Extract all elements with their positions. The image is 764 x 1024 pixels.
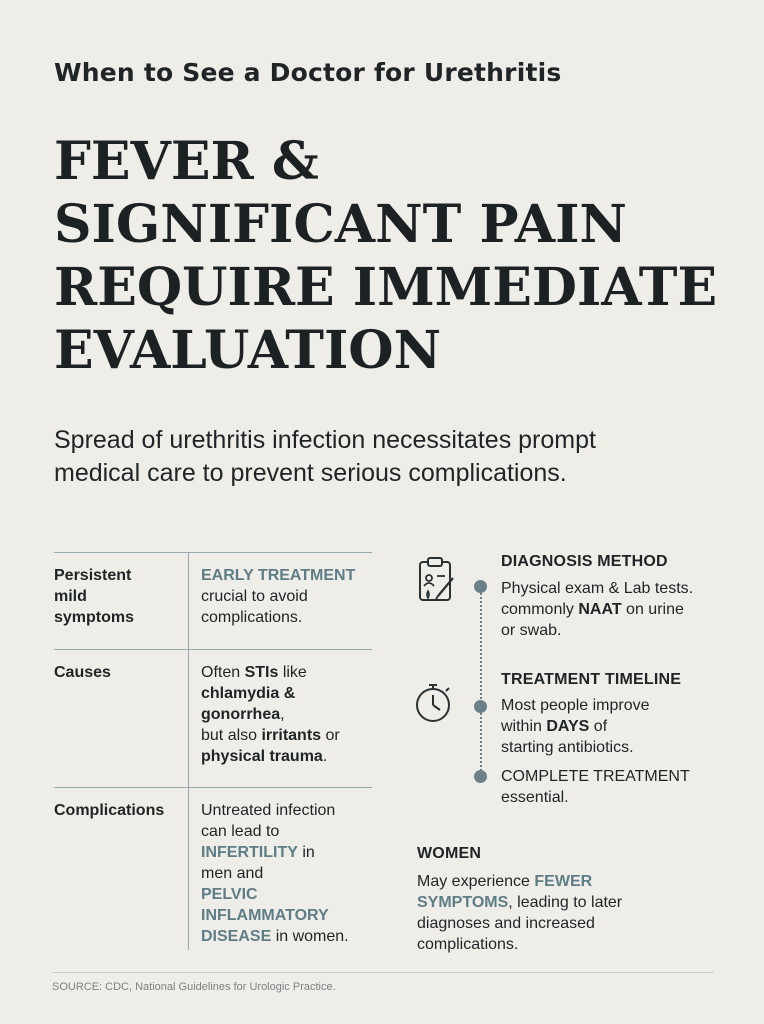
headline xyxy=(54,130,744,382)
table-row xyxy=(54,650,372,788)
highlight-text: FEWER xyxy=(534,873,593,890)
info-table xyxy=(54,552,372,950)
text-span: like xyxy=(278,664,307,681)
row-label-line: Complications xyxy=(54,802,165,819)
row-label-line: symptoms xyxy=(54,609,135,626)
table-row xyxy=(54,788,372,950)
subtitle xyxy=(54,424,714,490)
row-value-line: can lead to xyxy=(201,823,280,840)
footer-divider xyxy=(52,972,714,973)
diagnosis-section xyxy=(501,553,751,641)
highlight-text: SYMPTOMS xyxy=(417,894,509,911)
diagnosis-title: DIAGNOSIS METHOD xyxy=(501,553,668,570)
row-value-line: crucial to avoid xyxy=(201,588,308,605)
table-row xyxy=(54,553,372,650)
women-section xyxy=(417,845,737,955)
row-value-line xyxy=(201,683,372,704)
row-label xyxy=(54,788,188,950)
headline-line: REQUIRE IMMEDIATE xyxy=(54,257,718,318)
stopwatch-icon xyxy=(414,679,456,730)
row-label-line: Causes xyxy=(54,664,111,681)
women-title: WOMEN xyxy=(417,845,482,862)
highlight-text: DISEASE xyxy=(201,928,272,945)
row-label-line: Persistent xyxy=(54,567,132,584)
text-span: commonly xyxy=(501,601,579,618)
row-value-line: complications. xyxy=(201,609,303,626)
treatment-text xyxy=(501,695,751,808)
text-span: May experience xyxy=(417,873,535,890)
treatment-section xyxy=(501,671,751,808)
text-line: Most people improve xyxy=(501,697,650,714)
text-span: , leading to later xyxy=(508,894,623,911)
row-value xyxy=(188,788,372,950)
text-line: Physical exam & Lab tests. xyxy=(501,580,694,597)
text-span: . xyxy=(322,748,328,765)
row-value-line xyxy=(201,842,372,863)
bold-text: gonorrhea xyxy=(201,706,281,723)
text-span: in women. xyxy=(271,928,349,945)
row-value-line xyxy=(201,725,372,746)
bold-text: STIs xyxy=(244,664,279,681)
text-line: COMPLETE TREATMENT xyxy=(501,768,690,785)
text-line: complications. xyxy=(417,936,519,953)
text-span: of xyxy=(589,718,608,735)
subtitle-line: medical care to prevent serious complications. xyxy=(54,459,567,487)
row-value-line xyxy=(201,662,372,683)
women-text xyxy=(417,871,737,955)
kicker-title: When to See a Doctor for Urethritis xyxy=(54,58,562,87)
text-line: essential. xyxy=(501,789,569,806)
text-span: in xyxy=(297,844,315,861)
text-span: within xyxy=(501,718,547,735)
timeline-line xyxy=(480,585,482,775)
row-label xyxy=(54,553,188,649)
text-line: or swab. xyxy=(501,622,562,639)
text-span: Often xyxy=(201,664,245,681)
highlight-text: PELVIC xyxy=(201,886,258,903)
text-line xyxy=(417,892,737,913)
clipboard-icon xyxy=(417,556,457,609)
row-value xyxy=(188,650,372,787)
treatment-title: TREATMENT TIMELINE xyxy=(501,671,682,688)
headline-line: FEVER & xyxy=(54,131,319,192)
row-label-line: mild xyxy=(54,588,87,605)
bold-text: irritants xyxy=(261,727,322,744)
bold-text: chlamydia & xyxy=(201,685,296,702)
headline-line: SIGNIFICANT PAIN xyxy=(54,194,627,255)
timeline-dot xyxy=(474,580,487,593)
text-span: on urine xyxy=(621,601,684,618)
row-value-line xyxy=(201,746,372,767)
highlight-text: EARLY TREATMENT xyxy=(201,567,356,584)
row-value-line xyxy=(201,926,372,947)
text-span: or xyxy=(321,727,340,744)
text-span: , xyxy=(280,706,285,723)
highlight-text: INFLAMMATORY xyxy=(201,907,329,924)
highlight-text: INFERTILITY xyxy=(201,844,298,861)
subtitle-line: Spread of urethritis infection necessitates prompt xyxy=(54,426,596,454)
row-label xyxy=(54,650,188,787)
diagnosis-text xyxy=(501,578,751,641)
source-note: SOURCE: CDC, National Guidelines for Urologic Practice. xyxy=(52,981,336,993)
text-line xyxy=(501,599,751,620)
row-value-line: Untreated infection xyxy=(201,802,336,819)
row-value-line: men and xyxy=(201,865,264,882)
bold-text: NAAT xyxy=(578,601,622,618)
text-line: diagnoses and increased xyxy=(417,915,595,932)
bold-text: physical trauma xyxy=(201,748,323,765)
bold-text: DAYS xyxy=(546,718,590,735)
text-line xyxy=(501,716,751,737)
text-line xyxy=(417,871,737,892)
text-span: but also xyxy=(201,727,262,744)
row-value xyxy=(188,553,372,649)
headline-line: EVALUATION xyxy=(54,320,442,381)
timeline-dot xyxy=(474,700,487,713)
row-value-line xyxy=(201,704,372,725)
text-line: starting antibiotics. xyxy=(501,739,634,756)
timeline-dot xyxy=(474,770,487,783)
